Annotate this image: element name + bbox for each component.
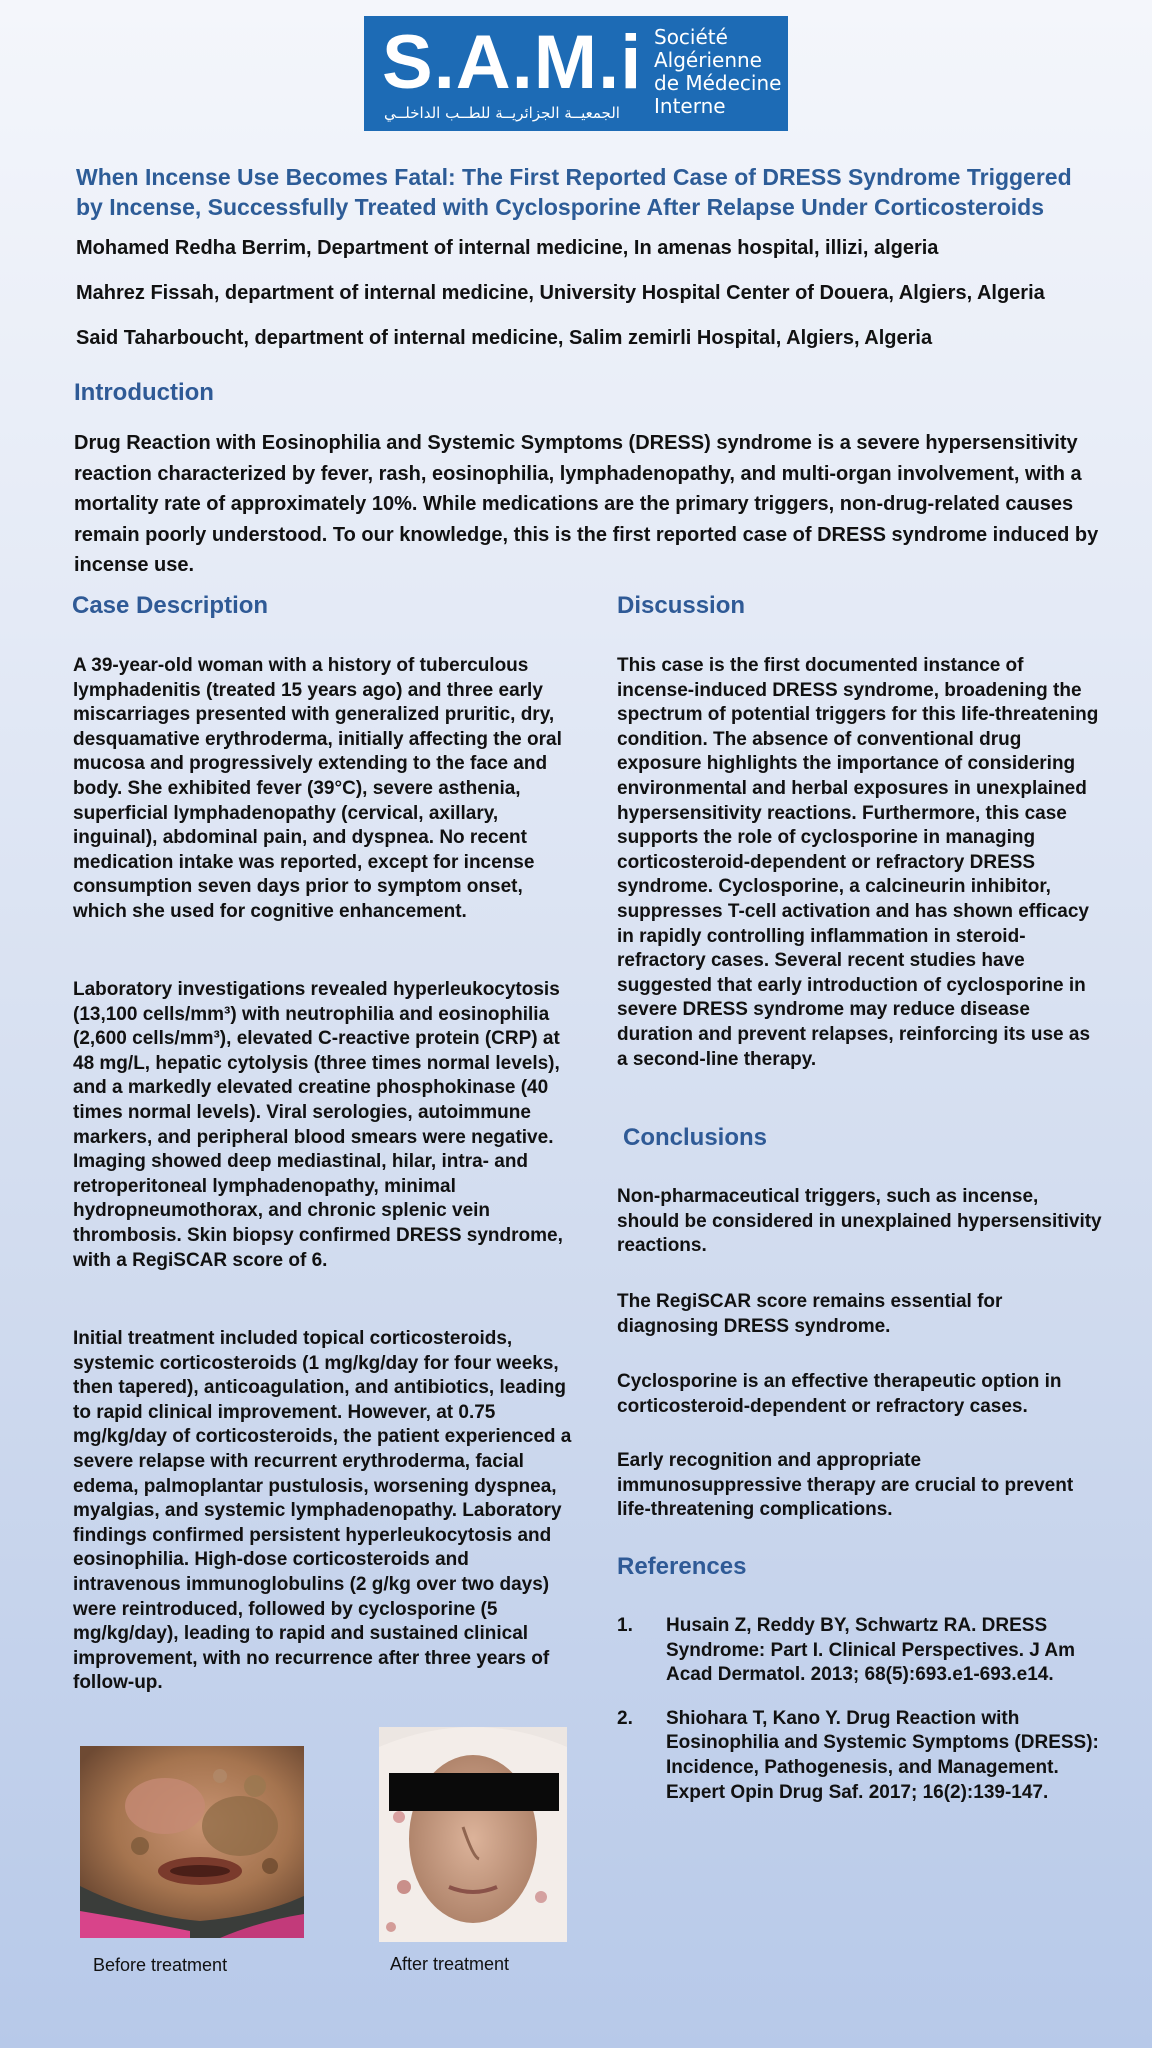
conclusion-item: The RegiSCAR score remains essential for diagnosing DRESS syndrome.	[617, 1291, 1003, 1337]
author-line: Mohamed Redha Berrim, Department of internal medicine, In amenas hospital, illizi, algeria	[76, 237, 939, 259]
logo-name-line: Algérienne	[654, 48, 762, 72]
conclusion-item: Non-pharmaceutical triggers, such as incense, should be considered in unexplained hypersensitivity reactions.	[617, 1186, 1102, 1257]
logo-society-name	[654, 26, 781, 118]
discussion-heading: Discussion	[617, 592, 746, 619]
author-line: Mahrez Fissah, department of internal medicine, University Hospital Center of Douera, Algiers, Algeria	[76, 282, 1045, 304]
references-heading: References	[617, 1553, 747, 1580]
conclusion-item: Cyclosporine is an effective therapeutic option in corticosteroid-dependent or refractory cases.	[617, 1371, 1062, 1417]
reference-number: 1.	[617, 1615, 633, 1636]
reference-text: Husain Z, Reddy BY, Schwartz RA. DRESS Syndrome: Part I. Clinical Perspectives. J Am Acad Dermatol. 2013; 68(5):693.e1-693.e14.	[666, 1615, 1076, 1686]
reference-item	[617, 1614, 1102, 1688]
logo-arabic-name: الجمعيــة الجزائريــة للطــب الداخلــي	[384, 104, 620, 122]
discussion-text: This case is the first documented instance of incense-induced DRESS syndrome, broadening the spectrum of potential triggers for this life-threatening condition. The absence of conventional drug exposure highlights the importance of considering environmental and herbal exposures in unexplained hypersensitivity reactions. Furthermore, this case supports the role of cyclosporine in managing corticosteroid-dependent or refractory DRESS syndrome. Cyclosporine, a calcineurin inhibitor, suppresses T-cell activation and has shown efficacy in rapidly controlling inflammation in steroid-refractory cases. Several recent studies have suggested that early introduction of cyclosporine in severe DRESS syndrome may reduce disease duration and prevent relapses, reinforcing its use as a second-line therapy.	[617, 655, 1099, 1070]
reference-item	[617, 1707, 1102, 1805]
case-paragraph: Laboratory investigations revealed hyperleukocytosis (13,100 cells/mm³) with neutrophilia and eosinophilia (2,600 cells/mm³), elevated C-reactive protein (CRP) at 48 mg/L, hepatic cytolysis (three times normal levels), and a markedly elevated creatine phosphokinase (40 times normal levels). Viral serologies, autoimmune markers, and peripheral blood smears were negative. Imaging showed deep mediastinal, hilar, intra- and retroperitoneal lymphadenopathy, minimal hydropneumothorax, and chronic splenic vein thrombosis. Skin biopsy confirmed DRESS syndrome, with a RegiSCAR score of 6.	[73, 979, 563, 1271]
logo-name-line: Société	[654, 25, 728, 49]
case-paragraph: Initial treatment included topical corticosteroids, systemic corticosteroids (1 mg/kg/day for four weeks, then tapered), anticoagulation, and antibiotics, leading to rapid clinical improvement. However, at 0.75 mg/kg/day of corticosteroids, the patient experienced a severe relapse with recurrent erythroderma, facial edema, palmoplantar pustulosis, worsening dyspnea, myalgias, and systemic lymphadenopathy. Laboratory findings confirmed persistent hyperleukocytosis and eosinophilia. High-dose corticosteroids and intravenous immunoglobulins (2 g/kg over two days) were reintroduced, followed by cyclosporine (5 mg/kg/day), leading to rapid and sustained clinical improvement, with no recurrence after three years of follow-up.	[73, 1328, 572, 1694]
references-list	[617, 1614, 1102, 1824]
reference-text: Shiohara T, Kano Y. Drug Reaction with Eosinophilia and Systemic Symptoms (DRESS): Incidence, Pathogenesis, and Management. Expert Opin Drug Saf. 2017; 16(2):139-147.	[666, 1707, 1099, 1803]
introduction-heading: Introduction	[74, 379, 214, 406]
poster-title: When Incense Use Becomes Fatal: The First Reported Case of DRESS Syndrome Triggered by Incense, Successfully Treated with Cyclosporine After Relapse Under Corticosteroids	[76, 164, 1072, 220]
sami-logo	[364, 16, 788, 131]
before-treatment-caption: Before treatment	[93, 1955, 228, 1975]
conclusion-item: Early recognition and appropriate immunosuppressive therapy are crucial to prevent life-threatening complications.	[617, 1450, 1074, 1521]
logo-name-line: Interne	[654, 94, 726, 118]
logo-abbreviation: S.A.M.i	[382, 20, 643, 105]
case-paragraph: A 39-year-old woman with a history of tuberculous lymphadenitis (treated 15 years ago) and three early miscarriages presented with generalized pruritic, dry, desquamative erythroderma, initially affecting the oral mucosa and progressively extending to the face and body. She exhibited fever (39°C), severe asthenia, superficial lymphadenopathy (cervical, axillary, inguinal), abdominal pain, and dyspnea. No recent medication intake was reported, except for incense consumption seven days prior to symptom onset, which she used for cognitive enhancement.	[73, 655, 562, 922]
before-treatment-photo	[80, 1746, 304, 1938]
after-treatment-caption: After treatment	[390, 1954, 510, 1974]
case-description-heading: Case Description	[72, 592, 269, 619]
introduction-text: Drug Reaction with Eosinophilia and Systemic Symptoms (DRESS) syndrome is a severe hypersensitivity reaction characterized by fever, rash, eosinophilia, lymphadenopathy, and multi-organ involvement, with a mortality rate of approximately 10%. While medications are the primary triggers, non-drug-related causes remain poorly understood. To our knowledge, this is the first reported case of DRESS syndrome induced by incense use.	[74, 432, 1099, 576]
author-line: Said Taharboucht, department of internal medicine, Salim zemirli Hospital, Algiers, Algeria	[76, 327, 933, 349]
logo-name-line: de Médecine	[654, 71, 782, 95]
privacy-bar	[389, 1773, 559, 1811]
before-treatment-image	[80, 1746, 304, 1938]
after-treatment-image	[379, 1727, 567, 1942]
conclusions-heading: Conclusions	[623, 1124, 768, 1151]
after-treatment-photo	[379, 1727, 567, 1942]
reference-number: 2.	[617, 1707, 633, 1729]
